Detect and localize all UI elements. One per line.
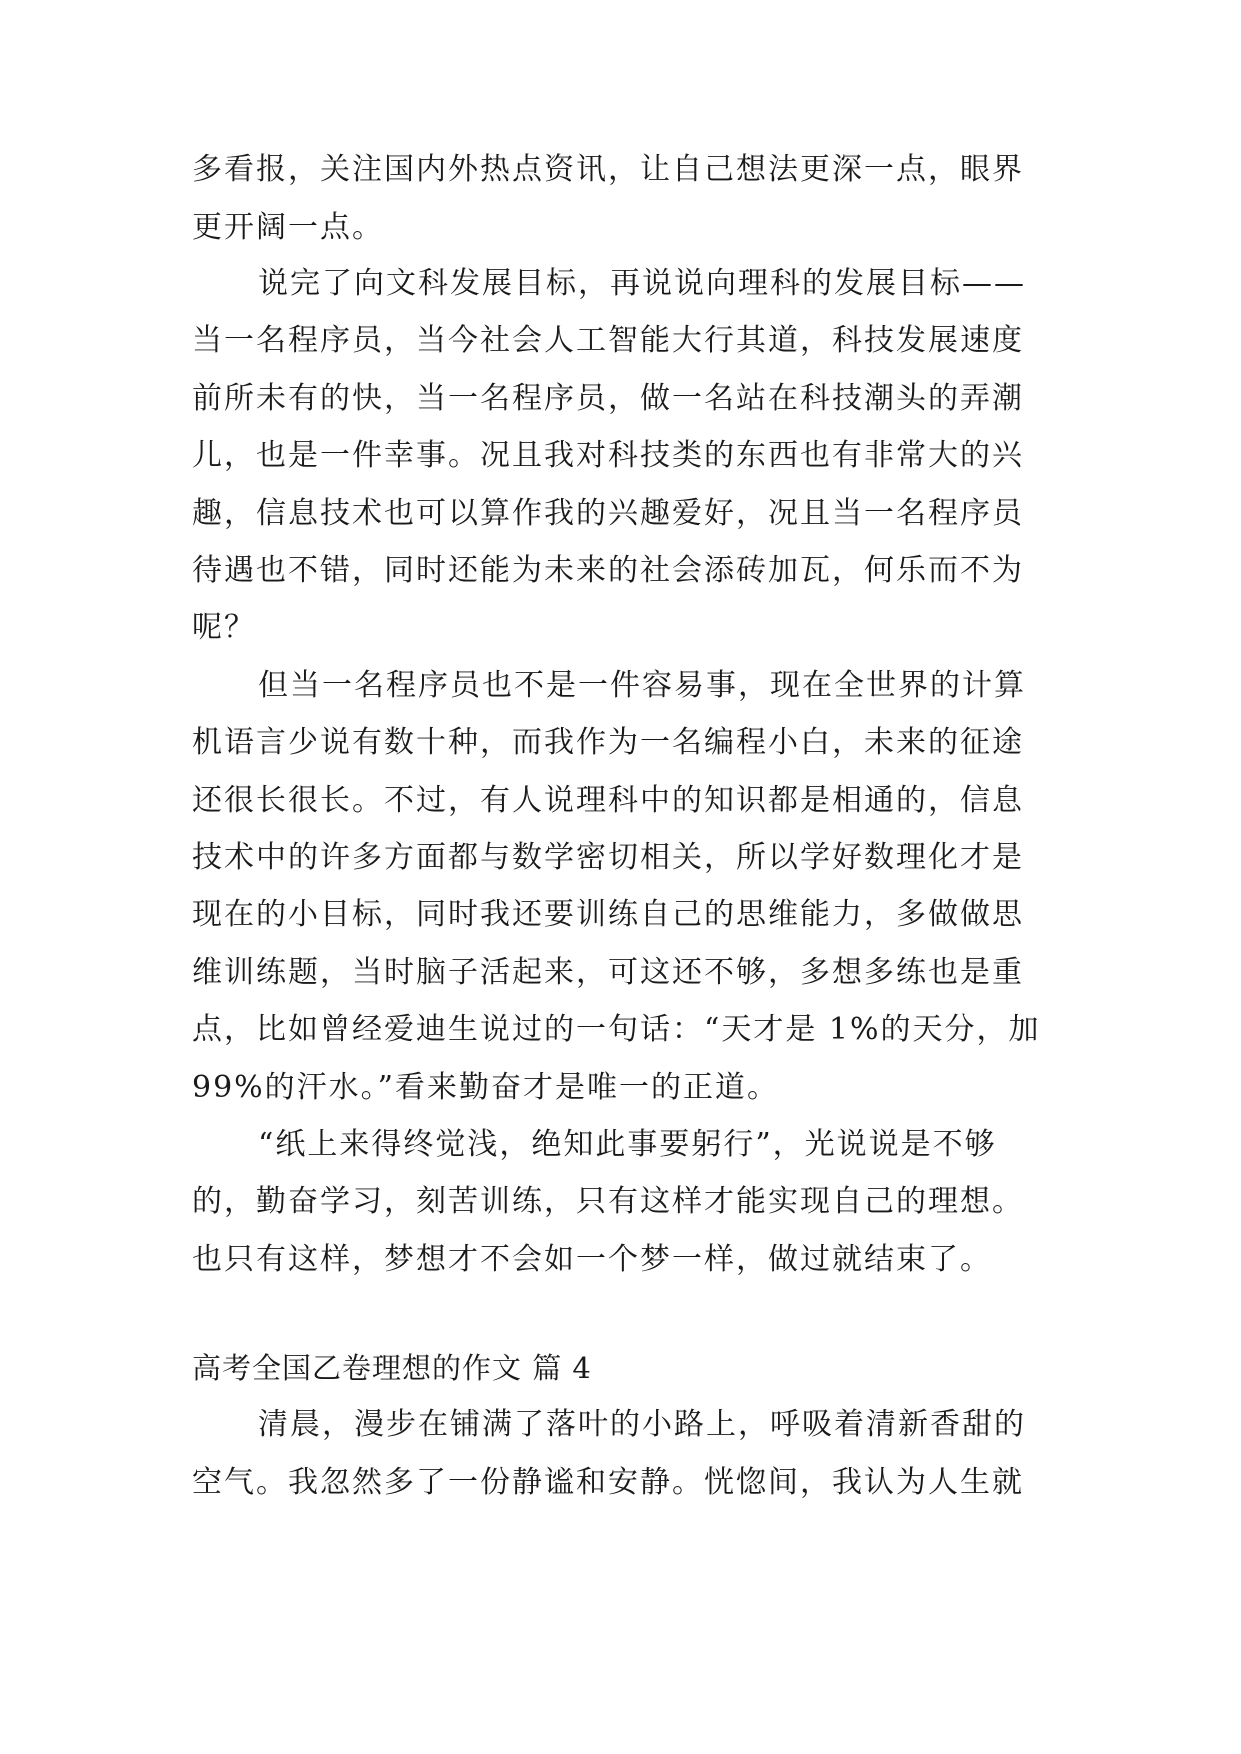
text-line: 但当一名程序员也不是一件容易事，现在全世界的计算 [258, 668, 1026, 703]
text-line: “纸上来得终觉浅，绝知此事要躬行”，光说说是不够 [258, 1127, 997, 1162]
text-line: 空气。我忽然多了一份静谧和安静。恍惚间，我认为人生就 [192, 1465, 1024, 1500]
text-line: 呢？ [192, 610, 256, 645]
text-line: 当一名程序员，当今社会人工智能大行其道，科技发展速度 [192, 323, 1024, 358]
text-line: 现在的小目标，同时我还要训练自己的思维能力，多做做思 [192, 897, 1024, 932]
text-line: 的，勤奋学习，刻苦训练，只有这样才能实现自己的理想。 [192, 1184, 1024, 1219]
text-line: 前所未有的快，当一名程序员，做一名站在科技潮头的弄潮 [192, 381, 1024, 416]
text-line: 技术中的许多方面都与数学密切相关，所以学好数理化才是 [192, 840, 1024, 875]
text-line: 多看报，关注国内外热点资讯，让自己想法更深一点，眼界 [192, 152, 1024, 187]
text-line: 待遇也不错，同时还能为未来的社会添砖加瓦，何乐而不为 [192, 553, 1024, 588]
text-line: 说完了向文科发展目标，再说说向理科的发展目标—— [258, 266, 1026, 301]
section-heading: 高考全国乙卷理想的作文 篇 4 [192, 1351, 592, 1385]
text-line: 儿，也是一件幸事。况且我对科技类的东西也有非常大的兴 [192, 438, 1024, 473]
text-line: 也只有这样，梦想才不会如一个梦一样，做过就结束了。 [192, 1242, 992, 1277]
text-line: 还很长很长。不过，有人说理科中的知识都是相通的，信息 [192, 783, 1024, 818]
text-line: 机语言少说有数十种，而我作为一名编程小白，未来的征途 [192, 725, 1024, 760]
text-line: 趣，信息技术也可以算作我的兴趣爱好，况且当一名程序员 [192, 496, 1024, 531]
text-line: 点，比如曾经爱迪生说过的一句话：“天才是 1%的天分，加 [192, 1012, 1041, 1047]
text-line: 维训练题，当时脑子活起来，可这还不够，多想多练也是重 [192, 955, 1024, 990]
text-line: 清晨，漫步在铺满了落叶的小路上，呼吸着清新香甜的 [258, 1407, 1026, 1442]
text-line: 更开阔一点。 [192, 210, 384, 245]
text-line: 99%的汗水。”看来勤奋才是唯一的正道。 [192, 1070, 780, 1105]
